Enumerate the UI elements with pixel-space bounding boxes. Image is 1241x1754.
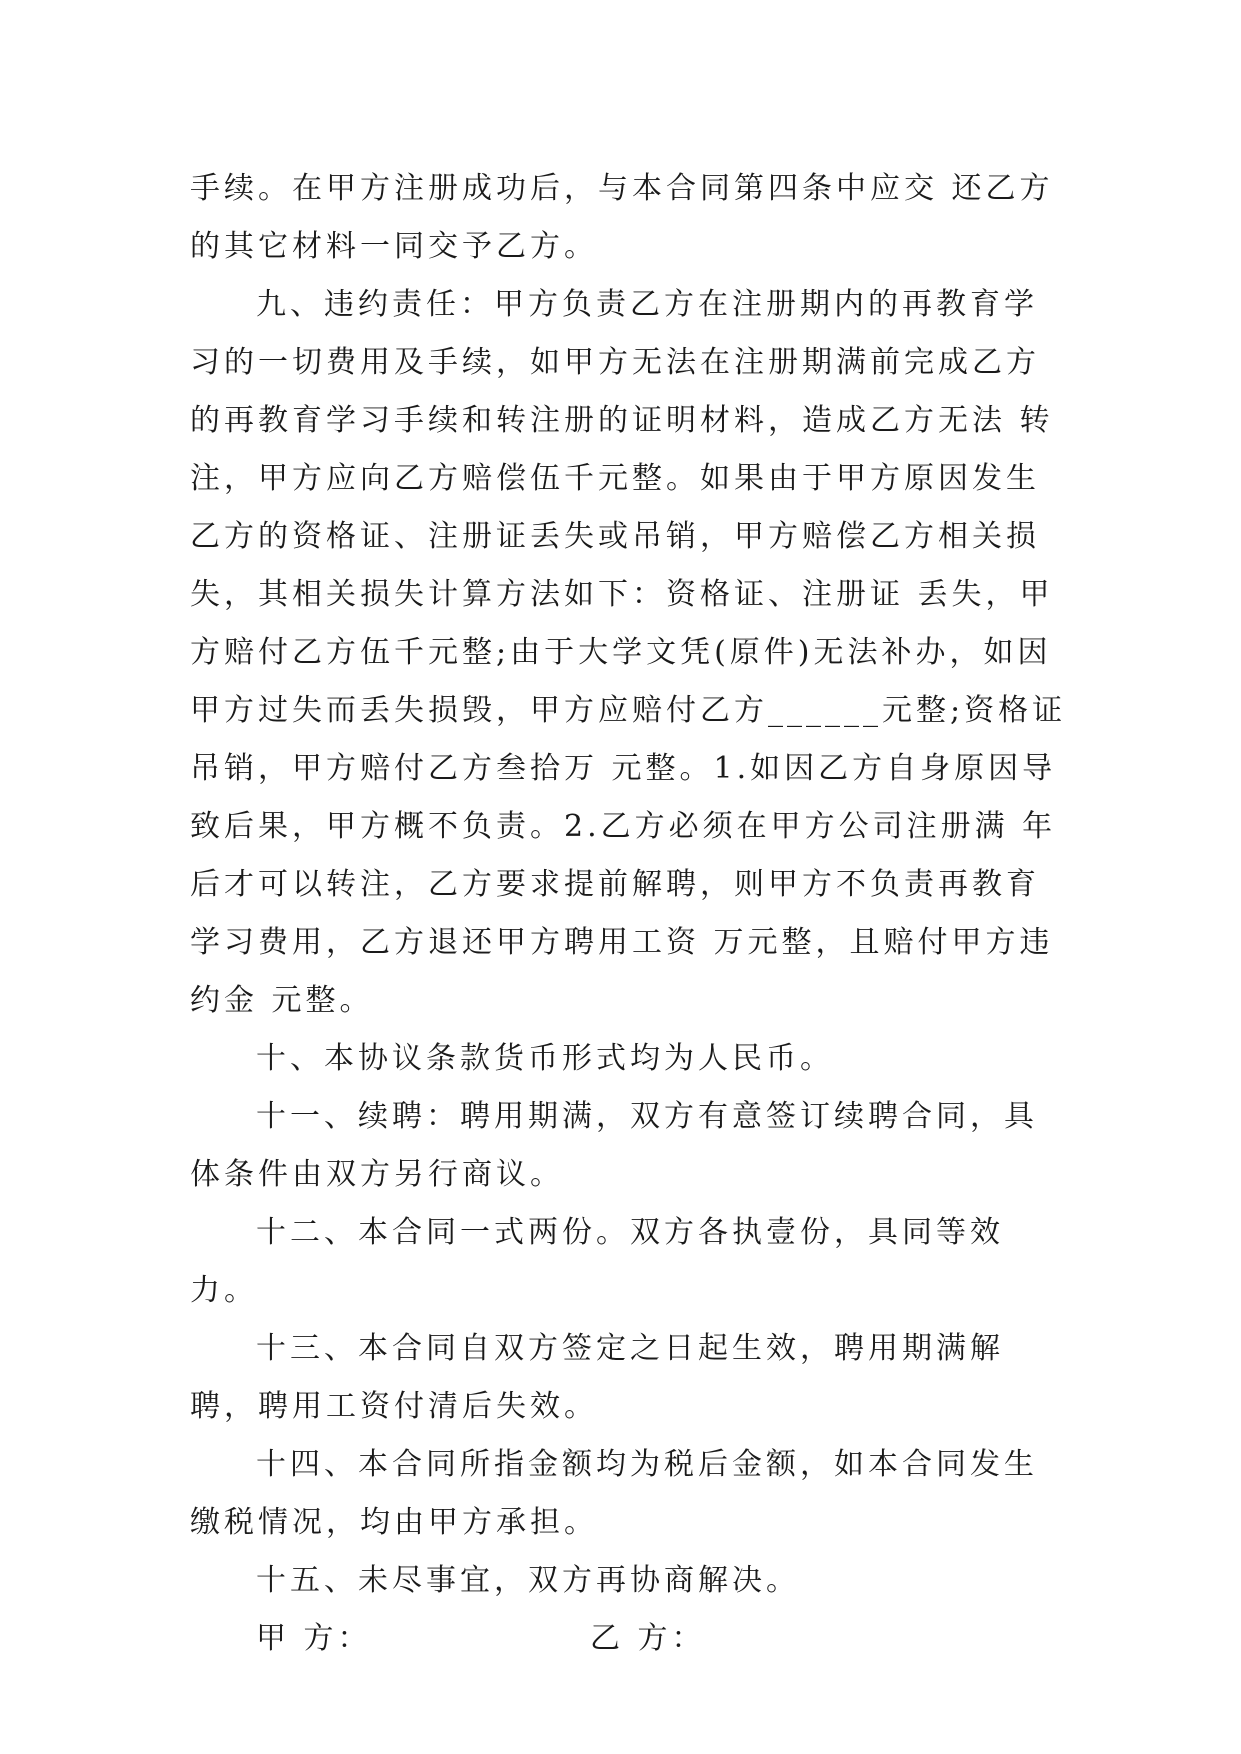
clause-11-renewal: 十一、续聘：聘用期满，双方有意签订续聘合同，具体条件由双方另行商议。: [190, 1099, 1038, 1192]
party-a-signature-label: 甲 方：: [256, 1621, 372, 1656]
paragraph-continuation: 手续。在甲方注册成功后，与本合同第四条中应交 还乙方的其它材料一同交予乙方。: [190, 171, 1054, 264]
clause-10-currency: 十、本协议条款货币形式均为人民币。: [256, 1041, 834, 1076]
clause-13-effective-date: 十三、本合同自双方签定之日起生效，聘用期满解聘，聘用工资付清后失效。: [190, 1331, 1004, 1424]
signature-row: [190, 1610, 1070, 1668]
clause-14-tax: 十四、本合同所指金额均为税后金额，如本合同发生缴税情况，均由甲方承担。: [190, 1447, 1038, 1540]
clause-12-copies: 十二、本合同一式两份。双方各执壹份，具同等效力。: [190, 1215, 1004, 1308]
contract-body: [190, 160, 1070, 1668]
party-b-signature-label: 乙 方：: [590, 1621, 706, 1656]
clause-15-other-matters: 十五、未尽事宜，双方再协商解决。: [256, 1563, 800, 1598]
clause-9-breach-liability: 九、违约责任：甲方负责乙方在注册期内的再教育学习的一切费用及手续，如甲方无法在注册期满前完成乙方的再教育学习手续和转注册的证明材料，造成乙方无法 转注，甲方应向乙方赔偿伍千元整。如果由于甲方原因发生乙方的资格证、注册证丢失或吊销，甲方赔偿乙方相关损失，其相关损失计算方法如下：资格证、注册证 丢失，甲方赔付乙方伍千元整;由于大学文凭(原件)无法补办，如因甲方过失而丢失损毁，甲方应赔付乙方______元整;资格证吊销，甲方赔付乙方叁拾万 元整。1.如因乙方自身原因导致后果，甲方概不负责。2.乙方必须在甲方公司注册满 年后才可以转注，乙方要求提前解聘，则甲方不负责再教育学习费用，乙方退还甲方聘用工资 万元整，且赔付甲方违约金 元整。: [190, 287, 1067, 1018]
